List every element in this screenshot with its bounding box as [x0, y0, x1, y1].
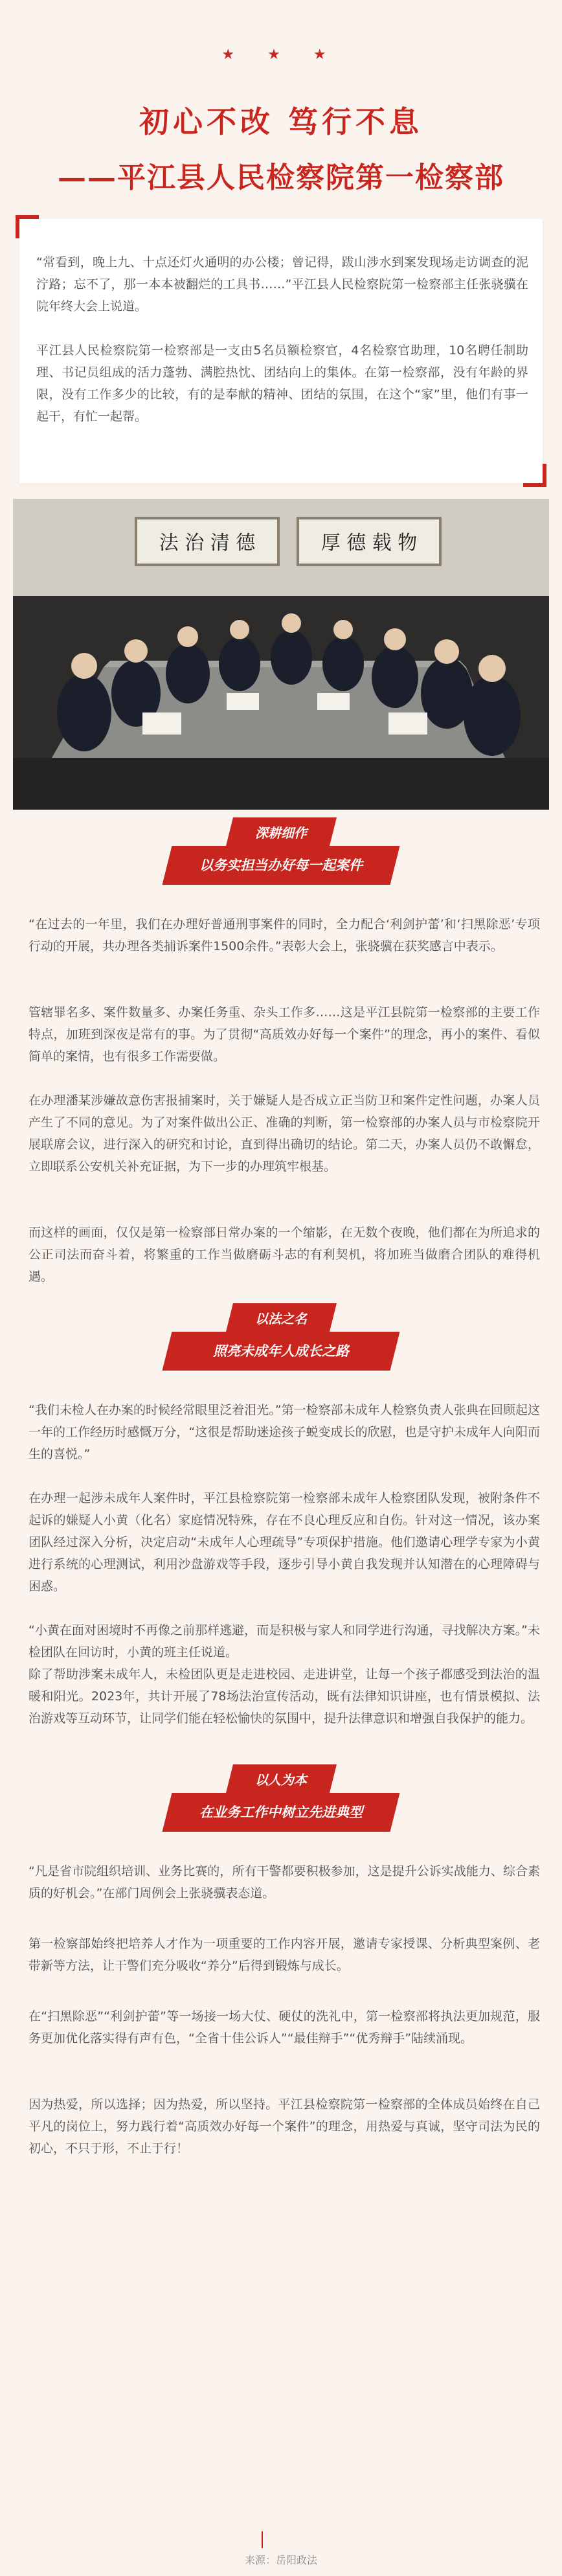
section-tab-label: 以人为本 [255, 1772, 307, 1788]
section-heading-2 [167, 1303, 395, 1374]
section-heading-3 [167, 1764, 395, 1836]
body-paragraph: 管辖罪名多、案件数量多、办案任务重、杂头工作多……这是平江县院第一检察部的主要工作特点，加班到深夜是常有的事。为了贯彻“高质效办好每一个案件”的理念，再小的案件、看似简单的案情，也有很多工作需要做。 [28, 1005, 540, 1064]
section-bar-label: 以务实担当办好每一起案件 [199, 858, 363, 873]
article-subtitle: ——平江县人民检察院第一检察部 [58, 161, 504, 194]
intro-paragraph: “常看到，晚上九、十点还灯火通明的办公楼；曾记得，跋山涉水到案发现场走访调查的泥泞路；忘不了，那一本本被翻烂的工具书……”平江县人民检察院第一检察部主任张骁骥在院年终大会上说道。 [36, 255, 528, 313]
source-divider [262, 2531, 263, 2548]
body-paragraph: “小黄在面对困境时不再像之前那样逃避，而是积极与家人和同学进行沟通，寻找解决方案。”未检团队在回访时，小黄的班主任说道。 [28, 1623, 540, 1659]
body-paragraph: 在办理潘某涉嫌故意伤害报捕案时，关于嫌疑人是否成立正当防卫和案件定性问题，办案人员产生了不同的意见。为了对案件做出公正、准确的判断，第一检察部的办案人员与市检察院开展联席会议，进行深入的研究和讨论，直到得出确切的结论。第二天，办案人员仍不敢懈怠，立即联系公安机关补充证据，为下一步的办理筑牢根基。 [28, 1093, 540, 1174]
body-paragraph: “在过去的一年里，我们在办理好普通刑事案件的同时，全力配合‘利剑护蕾’和‘扫黑除恶’专项行动的开展，共办理各类捕诉案件1500余件。”表彰大会上，张骁骥在获奖感言中表示。 [28, 917, 540, 953]
body-paragraph: 除了帮助涉案未成年人，未检团队更是走进校园、走进讲堂，让每一个孩子都感受到法治的温暖和阳光。2023年，共计开展了78场法治宣传活动，既有法律知识讲座，也有情景模拟、法治游戏等互动环节，让同学们能在轻松愉快的氛围中，提升法律意识和增强自我保护的能力。 [28, 1667, 540, 1726]
source-credit: 来源：岳阳政法 [244, 2554, 317, 2566]
body-paragraph: “凡是省市院组织培训、业务比赛的，所有干警都要积极参加，这是提升公诉实战能力、综合素质的好机会。”在部门周例会上张骁骥表态道。 [28, 1864, 540, 1900]
plaque-left-text: 法 治 清 德 [159, 532, 256, 554]
decorative-stars: ★ ★ ★ [221, 47, 341, 63]
body-paragraph: 第一检察部始终把培养人才作为一项重要的工作内容开展，邀请专家授课、分析典型案例、老带新等方法，让干警们充分吸收“养分”后得到锻炼与成长。 [28, 1937, 540, 1973]
plaque-right-text: 厚 德 载 物 [320, 532, 418, 554]
section-bar-label: 在业务工作中树立先进典型 [199, 1805, 363, 1820]
corner-decoration [16, 215, 39, 238]
body-paragraph: “我们未检人在办案的时候经常眼里泛着泪光。”第一检察部未成年人检察负责人张典在回顾起这一年的工作经历时感慨万分，“这很是帮助迷途孩子蜕变成长的欣慰，也是守护未成年人向阳而生的喜悦。” [28, 1403, 540, 1461]
team-meeting-photo [13, 499, 549, 810]
body-paragraph: 因为热爱，所以选择；因为热爱，所以坚持。平江县检察院第一检察部的全体成员始终在自己平凡的岗位上，努力践行着“高质效办好每一个案件”的理念，用热爱与真诚，坚守司法为民的初心，不只于形，不止于行！ [28, 2097, 540, 2156]
intro-paragraph: 平江县人民检察院第一检察部是一支由5名员额检察官，4名检察官助理，10名聘任制助理、书记员组成的活力蓬勃、满腔热忱、团结向上的集体。在第一检察部，没有年龄的界限，没有工作多少的比较，有的是奉献的精神、团结的氛围，在这个“家”里，他们有事一起干，有忙一起帮。 [36, 343, 528, 424]
corner-decoration [523, 464, 546, 487]
section-tab-label: 以法之名 [255, 1311, 307, 1327]
photo-illustration [13, 499, 549, 810]
body-paragraph: 在“扫黑除恶”“利剑护蕾”等一场接一场大仗、硬仗的洗礼中，第一检察部将执法更加规范，服务更加优化落实得有声有色，“全省十佳公诉人”“最佳辩手”“优秀辩手”陆续涌现。 [28, 2009, 540, 2046]
section-tab-label: 深耕细作 [255, 825, 307, 841]
body-paragraph: 在办理一起涉未成年人案件时，平江县检察院第一检察部未成年人检察团队发现，被附条件不起诉的嫌疑人小黄（化名）家庭情况特殊，存在不良心理反应和自伤。针对这一情况，该办案团队经过深入分析，决定启动“未成年人心理疏导”专项保护措施。他们邀请心理学专家为小黄进行系统的心理测试，利用沙盘游戏等手段，逐步引导小黄自我发现并认知潜在的心理障碍与困惑。 [28, 1491, 540, 1593]
section-bar-label: 照亮未成年人成长之路 [213, 1343, 349, 1359]
section-heading-1 [167, 817, 395, 889]
article-title: 初心不改 笃行不息 [139, 104, 423, 139]
body-paragraph: 而这样的画面，仅仅是第一检察部日常办案的一个缩影，在无数个夜晚，他们都在为所追求的公正司法而奋斗着，将繁重的工作当做磨砺斗志的有利契机，将加班当做磨合团队的难得机遇。 [28, 1225, 540, 1284]
